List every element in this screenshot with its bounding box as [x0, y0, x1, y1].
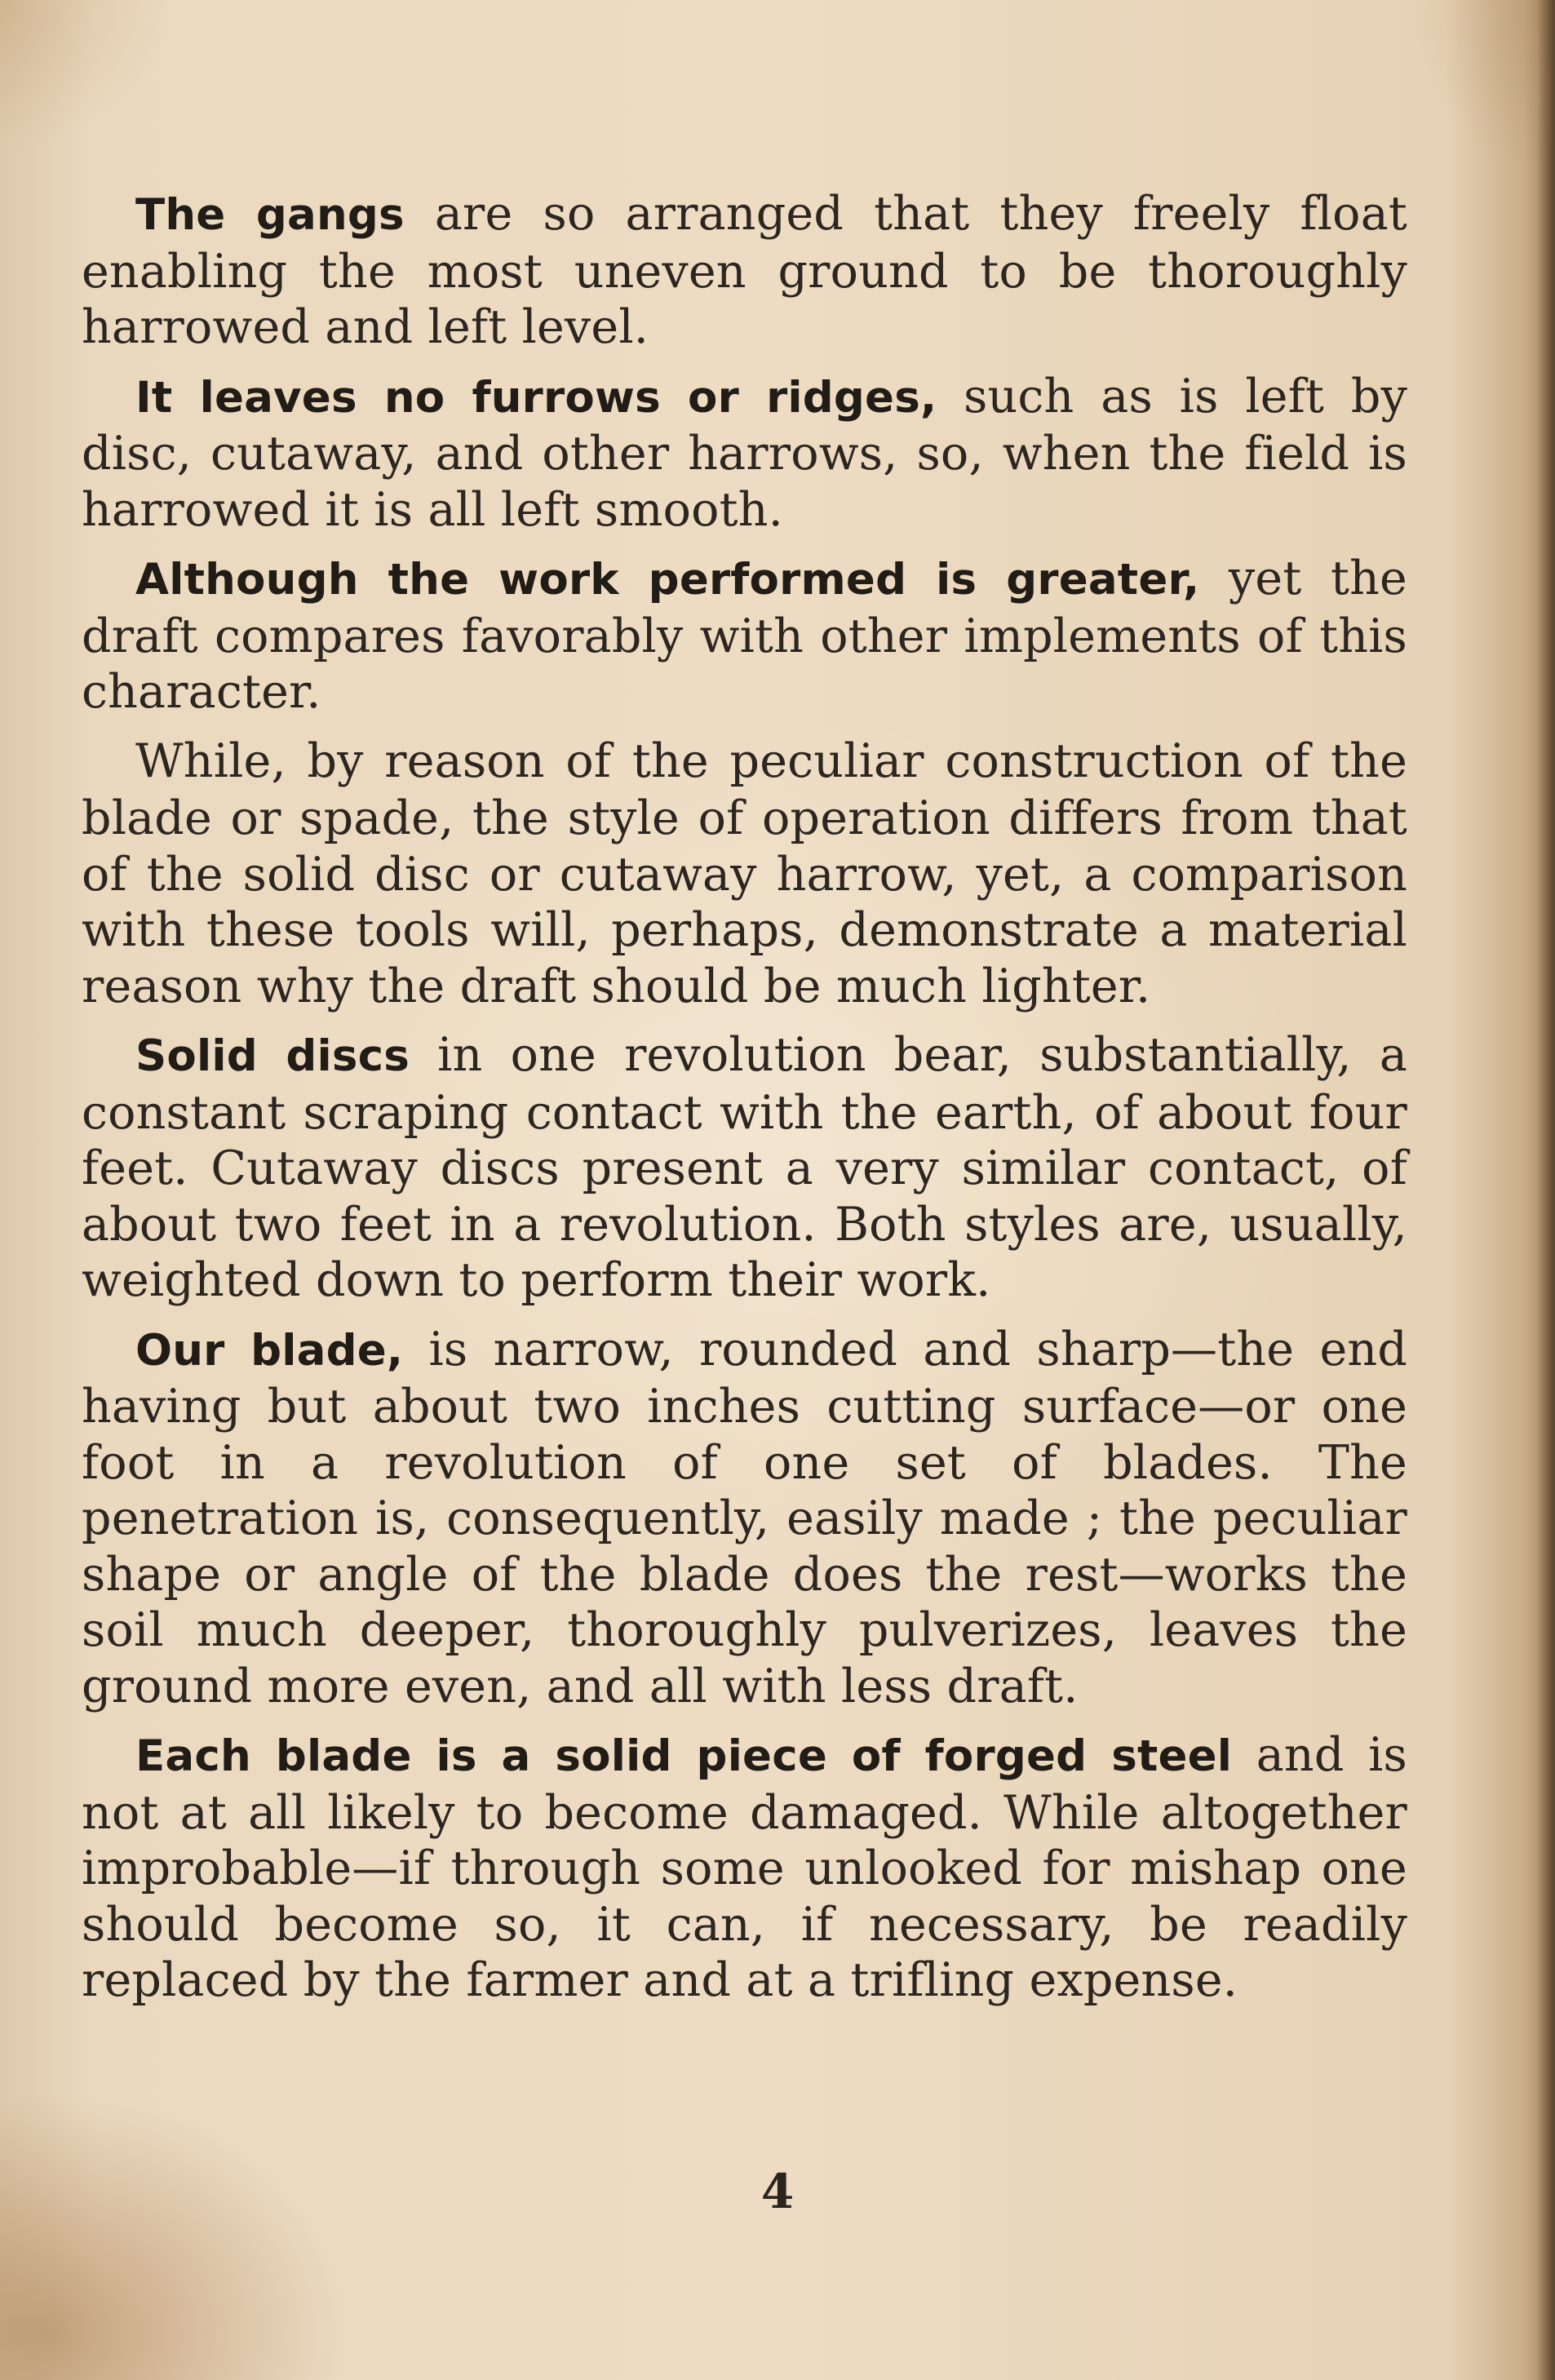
body-text [82, 186, 1407, 2022]
paragraph-text: is narrow, rounded and sharp—the end having but about two inches cutting surface—or one foot in a revolution of one set of blades. The penetration is, consequently, easily made ; the peculiar shape or angle of the blade does the rest—works the soil much deeper, thoroughly pulverizes, leaves the ground more even, and all with less draft. [82, 1322, 1408, 1713]
paragraph-solid-discs [82, 1027, 1407, 1309]
paragraph-lead: The gangs [135, 190, 405, 240]
page-number: 4 [760, 2164, 795, 2219]
paragraph-text: in one revolution bear, substantially, a constant scraping contact with the earth, of about four feet. Cutaway discs present a very similar contact, of about two feet in a revolution. Both styles are, usually, weighted down to perform their work. [82, 1028, 1408, 1307]
paragraph-draft [82, 551, 1407, 720]
paragraph-our-blade [82, 1322, 1407, 1715]
paragraph-text: yet the draft compares favorably with other implements of this character. [82, 552, 1407, 719]
paragraph-lead: Although the work performed is greater, [135, 555, 1200, 605]
paragraph-lead: It leaves no furrows or ridges, [135, 372, 937, 423]
paragraph-text: and is not at all likely to become damaged. While altogether improbable—if through some unlooked for mishap one should become so, it can, if necessary, be readily replaced by the farmer and at a trifling expense. [82, 1728, 1407, 2007]
paragraph-text: are so arranged that they freely float enabling the most uneven ground to be thoroughly harrowed and left level. [82, 187, 1407, 354]
paragraph-lead: Each blade is a solid piece of forged steel [135, 1731, 1233, 1781]
paragraph-construction [82, 734, 1407, 1015]
paragraph-lead: Our blade, [135, 1325, 404, 1376]
paragraph-text: While, by reason of the peculiar construction of the blade or spade, the style of operation differs from that of the solid disc or cutaway harrow, yet, a comparison with these tools will, perhaps, demonstrate a material reason why the draft should be much lighter. [82, 734, 1407, 1013]
book-spine-edge [1537, 0, 1555, 2380]
paragraph-lead: Solid discs [135, 1031, 410, 1081]
paragraph-no-furrows [82, 369, 1407, 538]
paragraph-forged-steel [82, 1727, 1407, 2009]
paragraph-text: such as is left by disc, cutaway, and other harrows, so, when the field is harrowed it is all left smooth. [82, 369, 1407, 537]
paragraph-gangs [82, 186, 1407, 356]
